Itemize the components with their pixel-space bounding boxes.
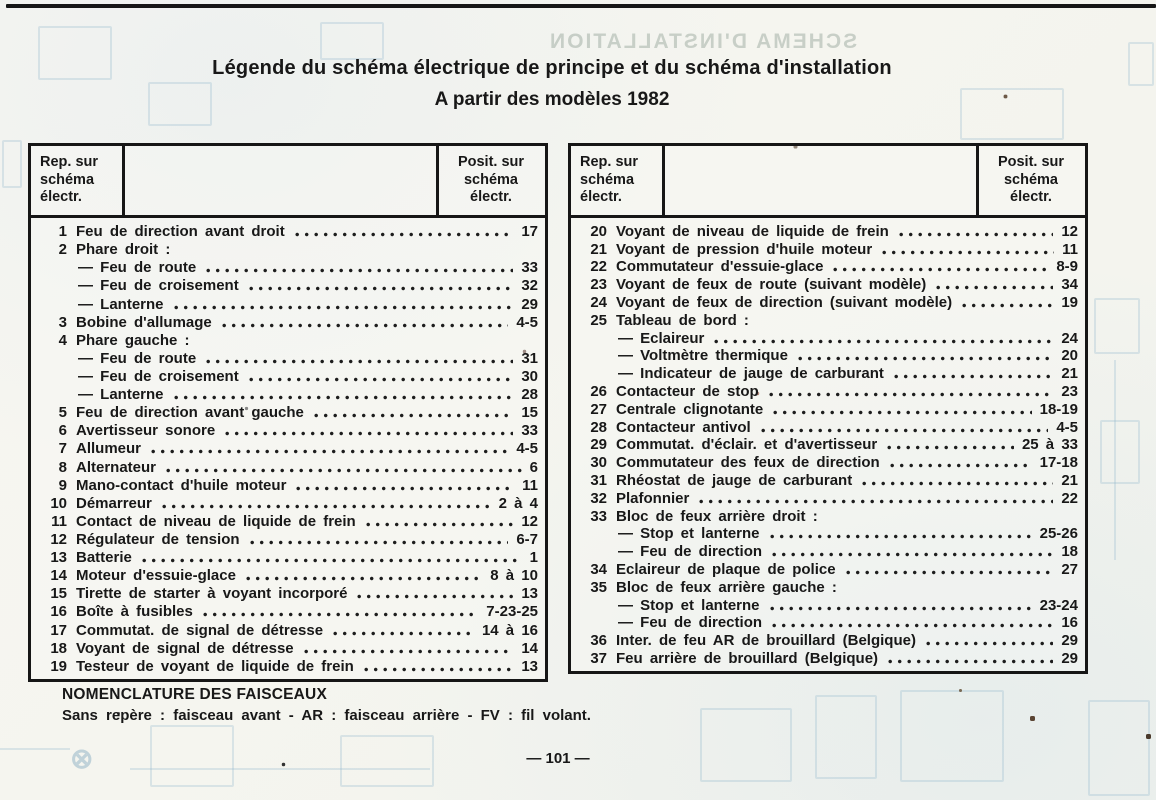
nomenclature-heading: NOMENCLATURE DES FAISCEAUX — [62, 686, 327, 703]
table-row — [40, 495, 538, 512]
item-position: 11 — [522, 476, 538, 494]
item-label: — Stop et lanterne — [618, 525, 760, 543]
item-number: 10 — [50, 494, 67, 512]
dot-leader — [333, 622, 474, 639]
dot-leader — [366, 513, 514, 530]
item-label: Commutat. de signal de détresse — [76, 621, 324, 639]
item-position: 1 — [529, 549, 538, 567]
dot-leader — [166, 459, 522, 476]
dot-leader — [225, 422, 513, 439]
item-label: Contacteur de stop — [616, 382, 759, 400]
item-position: 13 — [521, 585, 538, 603]
dot-leader — [295, 223, 514, 240]
dot-leader — [798, 347, 1053, 364]
dot-leader — [882, 241, 1054, 258]
item-position: 2 à 4 — [498, 494, 538, 512]
item-label: Batterie — [76, 549, 132, 567]
item-number: 7 — [58, 440, 67, 458]
dot-leader — [699, 490, 1053, 507]
bleedthrough-mirrored-title: SCHEMA D'INSTALLATION — [548, 30, 858, 53]
dot-leader — [833, 258, 1048, 275]
dot-leader — [773, 401, 1031, 418]
item-label: Régulateur de tension — [76, 530, 240, 548]
dot-leader — [770, 525, 1032, 542]
item-number: 6 — [58, 422, 67, 440]
dot-leader — [250, 531, 509, 548]
dot-leader — [714, 330, 1053, 347]
item-label: Centrale clignotante — [616, 400, 764, 418]
dot-leader — [151, 440, 508, 457]
dot-leader — [357, 585, 513, 602]
item-label: Voyant de pression d'huile moteur — [616, 240, 873, 258]
table-row — [40, 603, 538, 620]
item-label: — Indicateur de jauge de carburant — [618, 365, 884, 383]
item-label: — Feu de direction — [618, 543, 763, 561]
nomenclature-text: Sans repère : faisceau avant - AR : faisceau arrière - FV : fil volant. — [62, 707, 591, 724]
item-number: 36 — [590, 632, 607, 650]
dot-leader — [364, 658, 514, 675]
item-number: 9 — [58, 476, 67, 494]
item-label: Eclaireur de plaque de police — [616, 560, 836, 578]
item-position: 29 — [521, 295, 538, 313]
table-row — [40, 296, 538, 313]
item-label: Commutat. d'éclair. et d'avertisseur — [616, 436, 878, 454]
table-header — [31, 146, 545, 218]
item-position: 8-9 — [1056, 258, 1078, 276]
dot-leader — [888, 650, 1053, 667]
table-row — [580, 597, 1078, 614]
item-label: — Lanterne — [78, 295, 164, 313]
item-label: Tirette de starter à voyant incorporé — [76, 585, 348, 603]
item-label: Avertisseur sonore — [76, 422, 216, 440]
item-position: 20 — [1061, 347, 1078, 365]
header-posit-schema: Posit. sur schéma électr. — [976, 146, 1085, 215]
table-row — [40, 277, 538, 294]
table-row — [40, 640, 538, 657]
item-label: Tableau de bord : — [616, 311, 749, 329]
item-number: 14 — [50, 567, 67, 585]
table-row — [40, 459, 538, 476]
item-number: 5 — [58, 404, 67, 422]
item-position: 33 — [521, 259, 538, 277]
item-number: 34 — [590, 560, 607, 578]
item-position: 14 à 16 — [481, 621, 538, 639]
item-number: 30 — [590, 454, 607, 472]
header-rep-schema: Rep. sur schéma électr. — [571, 146, 665, 215]
item-number: 21 — [590, 240, 607, 258]
item-number: 27 — [590, 400, 607, 418]
header-rep-schema: Rep. sur schéma électr. — [31, 146, 125, 215]
item-position: 24 — [1061, 329, 1078, 347]
table-row — [580, 650, 1078, 667]
item-label: Inter. de feu AR de brouillard (Belgique) — [616, 632, 916, 650]
dot-leader — [759, 312, 1070, 329]
item-label: Feu de direction avant droit — [76, 223, 285, 241]
table-row — [40, 585, 538, 602]
dot-leader — [206, 350, 513, 367]
table-row — [40, 314, 538, 331]
table-row — [40, 368, 538, 385]
item-number: 18 — [50, 639, 67, 657]
item-position: 4-5 — [516, 440, 538, 458]
item-label: Contact de niveau de liquide de frein — [76, 512, 356, 530]
item-number: 3 — [58, 313, 67, 331]
table-row — [580, 490, 1078, 507]
item-number: 26 — [590, 382, 607, 400]
dot-leader — [200, 332, 530, 349]
item-position: 12 — [1061, 222, 1078, 240]
table-row — [580, 223, 1078, 240]
dot-leader — [246, 567, 482, 584]
item-position: 4-5 — [516, 313, 538, 331]
table-row — [580, 365, 1078, 382]
item-position: 33 — [521, 422, 538, 440]
item-position: 17-18 — [1039, 454, 1078, 472]
item-label: Contacteur antivol — [616, 418, 751, 436]
table-row — [40, 513, 538, 530]
table-header — [571, 146, 1085, 218]
dot-leader — [962, 294, 1053, 311]
item-label: Voyant de signal de détresse — [76, 639, 294, 657]
item-label: Phare droit : — [76, 241, 171, 259]
item-label: Moteur d'essuie-glace — [76, 567, 236, 585]
dot-leader — [296, 477, 514, 494]
table-row — [40, 386, 538, 403]
table-row — [40, 658, 538, 675]
item-label: Mano-contact d'huile moteur — [76, 476, 287, 494]
item-label: — Voltmètre thermique — [618, 347, 788, 365]
item-position: 19 — [1061, 293, 1078, 311]
item-label: Bloc de feux arrière gauche : — [616, 578, 837, 596]
legend-table-right — [568, 143, 1088, 674]
item-position: 30 — [521, 367, 538, 385]
item-position: 17 — [521, 223, 538, 241]
item-position: 16 — [1061, 614, 1078, 632]
item-position: 14 — [521, 639, 538, 657]
item-number: 25 — [590, 311, 607, 329]
table-row — [580, 347, 1078, 364]
dot-leader — [846, 561, 1054, 578]
dot-leader — [304, 640, 514, 657]
legend-table-body-right — [571, 218, 1085, 671]
item-number: 31 — [590, 471, 607, 489]
table-row — [580, 419, 1078, 436]
item-number: 23 — [590, 276, 607, 294]
table-row — [580, 632, 1078, 649]
item-number: 35 — [590, 578, 607, 596]
item-position: 22 — [1061, 489, 1078, 507]
dot-leader — [862, 472, 1053, 489]
item-label: Bloc de feux arrière droit : — [616, 507, 818, 525]
item-number: 2 — [58, 241, 67, 259]
item-number: 20 — [590, 222, 607, 240]
item-position: 18-19 — [1039, 400, 1078, 418]
item-position: 11 — [1062, 240, 1078, 258]
item-position: 12 — [521, 512, 538, 530]
item-position: 15 — [521, 404, 538, 422]
item-label: Voyant de niveau de liquide de frein — [616, 222, 889, 240]
item-number: 12 — [50, 530, 67, 548]
page-title-line1: Légende du schéma électrique de principe et du schéma d'installation — [212, 57, 892, 79]
item-number: 15 — [50, 585, 67, 603]
item-label: — Stop et lanterne — [618, 596, 760, 614]
item-number: 33 — [590, 507, 607, 525]
table-row — [40, 350, 538, 367]
item-number: 37 — [590, 649, 607, 667]
table-row — [580, 383, 1078, 400]
item-label: — Eclaireur — [618, 329, 705, 347]
item-label: Voyant de feux de route (suivant modèle) — [616, 276, 927, 294]
item-number: 4 — [58, 331, 67, 349]
item-number: 17 — [50, 621, 67, 639]
table-row — [40, 567, 538, 584]
table-row — [40, 531, 538, 548]
item-label: Alternateur — [76, 458, 157, 476]
page-number: — 101 — — [526, 750, 590, 767]
item-number: 22 — [590, 258, 607, 276]
dot-leader — [162, 495, 491, 512]
dot-leader — [847, 579, 1070, 596]
item-label: — Feu de route — [78, 259, 197, 277]
table-row — [580, 401, 1078, 418]
item-number: 13 — [50, 549, 67, 567]
item-position: 4-5 — [1056, 418, 1078, 436]
item-position: 21 — [1061, 471, 1078, 489]
item-number: 32 — [590, 489, 607, 507]
legend-table-left — [28, 143, 548, 682]
item-label: Plafonnier — [616, 489, 690, 507]
item-label: — Feu de direction — [618, 614, 763, 632]
dot-leader — [770, 597, 1032, 614]
dot-leader — [769, 383, 1054, 400]
item-position: 7-23-25 — [486, 603, 538, 621]
dot-leader — [899, 223, 1054, 240]
item-label: Commutateur des feux de direction — [616, 454, 880, 472]
dot-leader — [314, 404, 513, 421]
item-position: 29 — [1061, 649, 1078, 667]
item-label: Voyant de feux de direction (suivant modèle) — [616, 293, 953, 311]
dot-leader — [772, 614, 1053, 631]
dot-leader — [142, 549, 522, 566]
dot-leader — [894, 365, 1053, 382]
table-row — [580, 258, 1078, 275]
table-row — [580, 436, 1078, 453]
item-label: Feu de direction avant gauche — [76, 404, 304, 422]
dot-leader — [887, 436, 1014, 453]
item-position: 32 — [521, 277, 538, 295]
dot-leader — [180, 241, 530, 258]
item-label: — Lanterne — [78, 386, 164, 404]
item-position: 23-24 — [1039, 596, 1078, 614]
item-number: 16 — [50, 603, 67, 621]
table-row — [580, 472, 1078, 489]
dot-leader — [761, 419, 1049, 436]
item-label: — Feu de croisement — [78, 277, 239, 295]
table-row — [580, 614, 1078, 631]
table-row — [40, 332, 538, 349]
item-number: 11 — [51, 512, 67, 530]
dot-leader — [249, 277, 514, 294]
table-row — [40, 422, 538, 439]
item-position: 13 — [521, 657, 538, 675]
table-row — [580, 330, 1078, 347]
item-position: 23 — [1061, 382, 1078, 400]
item-position: 25-26 — [1039, 525, 1078, 543]
item-number: 19 — [50, 657, 67, 675]
dot-leader — [772, 543, 1053, 560]
item-label: — Feu de route — [78, 349, 197, 367]
header-description-spacer — [665, 146, 976, 215]
item-position: 34 — [1061, 276, 1078, 294]
item-position: 8 à 10 — [490, 567, 538, 585]
dot-leader — [222, 314, 509, 331]
item-position: 6 — [529, 458, 538, 476]
item-number: 24 — [590, 293, 607, 311]
dot-leader — [203, 603, 478, 620]
table-row — [40, 549, 538, 566]
table-row — [40, 241, 538, 258]
dot-leader — [174, 296, 514, 313]
item-label: Phare gauche : — [76, 331, 190, 349]
item-label: Allumeur — [76, 440, 142, 458]
table-row — [580, 579, 1078, 596]
dot-leader — [890, 454, 1032, 471]
item-label: Commutateur d'essuie-glace — [616, 258, 824, 276]
item-label: Démarreur — [76, 494, 152, 512]
dot-leader — [926, 632, 1053, 649]
dot-leader — [249, 368, 514, 385]
item-position: 21 — [1061, 365, 1078, 383]
item-label: Testeur de voyant de liquide de frein — [76, 657, 354, 675]
header-description-spacer — [125, 146, 436, 215]
table-row — [580, 561, 1078, 578]
bleedthrough-lamp-symbol: ⊗ — [70, 743, 94, 774]
dot-leader — [174, 386, 514, 403]
header-posit-schema: Posit. sur schéma électr. — [436, 146, 545, 215]
table-row — [580, 312, 1078, 329]
table-row — [580, 241, 1078, 258]
table-row — [40, 440, 538, 457]
table-row — [40, 259, 538, 276]
item-label: Bobine d'allumage — [76, 313, 212, 331]
table-row — [580, 276, 1078, 293]
item-label: Feu arrière de brouillard (Belgique) — [616, 649, 879, 667]
item-position: 6-7 — [516, 530, 538, 548]
table-row — [40, 622, 538, 639]
table-row — [40, 477, 538, 494]
table-row — [40, 404, 538, 421]
table-row — [580, 508, 1078, 525]
legend-table-body-left — [31, 218, 545, 679]
item-position: 31 — [521, 349, 538, 367]
item-number: 8 — [58, 458, 67, 476]
item-label: Boîte à fusibles — [76, 603, 193, 621]
table-row — [40, 223, 538, 240]
table-row — [580, 454, 1078, 471]
page-title-line2: A partir des modèles 1982 — [434, 89, 670, 110]
dot-leader — [936, 276, 1053, 293]
item-label: — Feu de croisement — [78, 367, 239, 385]
page-title — [0, 57, 1104, 111]
item-position: 18 — [1061, 543, 1078, 561]
item-label: Rhéostat de jauge de carburant — [616, 471, 853, 489]
dot-leader — [206, 259, 513, 276]
table-row — [580, 525, 1078, 542]
table-row — [580, 543, 1078, 560]
dot-leader — [828, 508, 1070, 525]
table-row — [580, 294, 1078, 311]
item-position: 27 — [1061, 560, 1078, 578]
item-position: 28 — [521, 386, 538, 404]
item-number: 1 — [58, 223, 67, 241]
item-position: 25 à 33 — [1021, 436, 1078, 454]
item-position: 29 — [1061, 632, 1078, 650]
item-number: 29 — [590, 436, 607, 454]
item-number: 28 — [590, 418, 607, 436]
